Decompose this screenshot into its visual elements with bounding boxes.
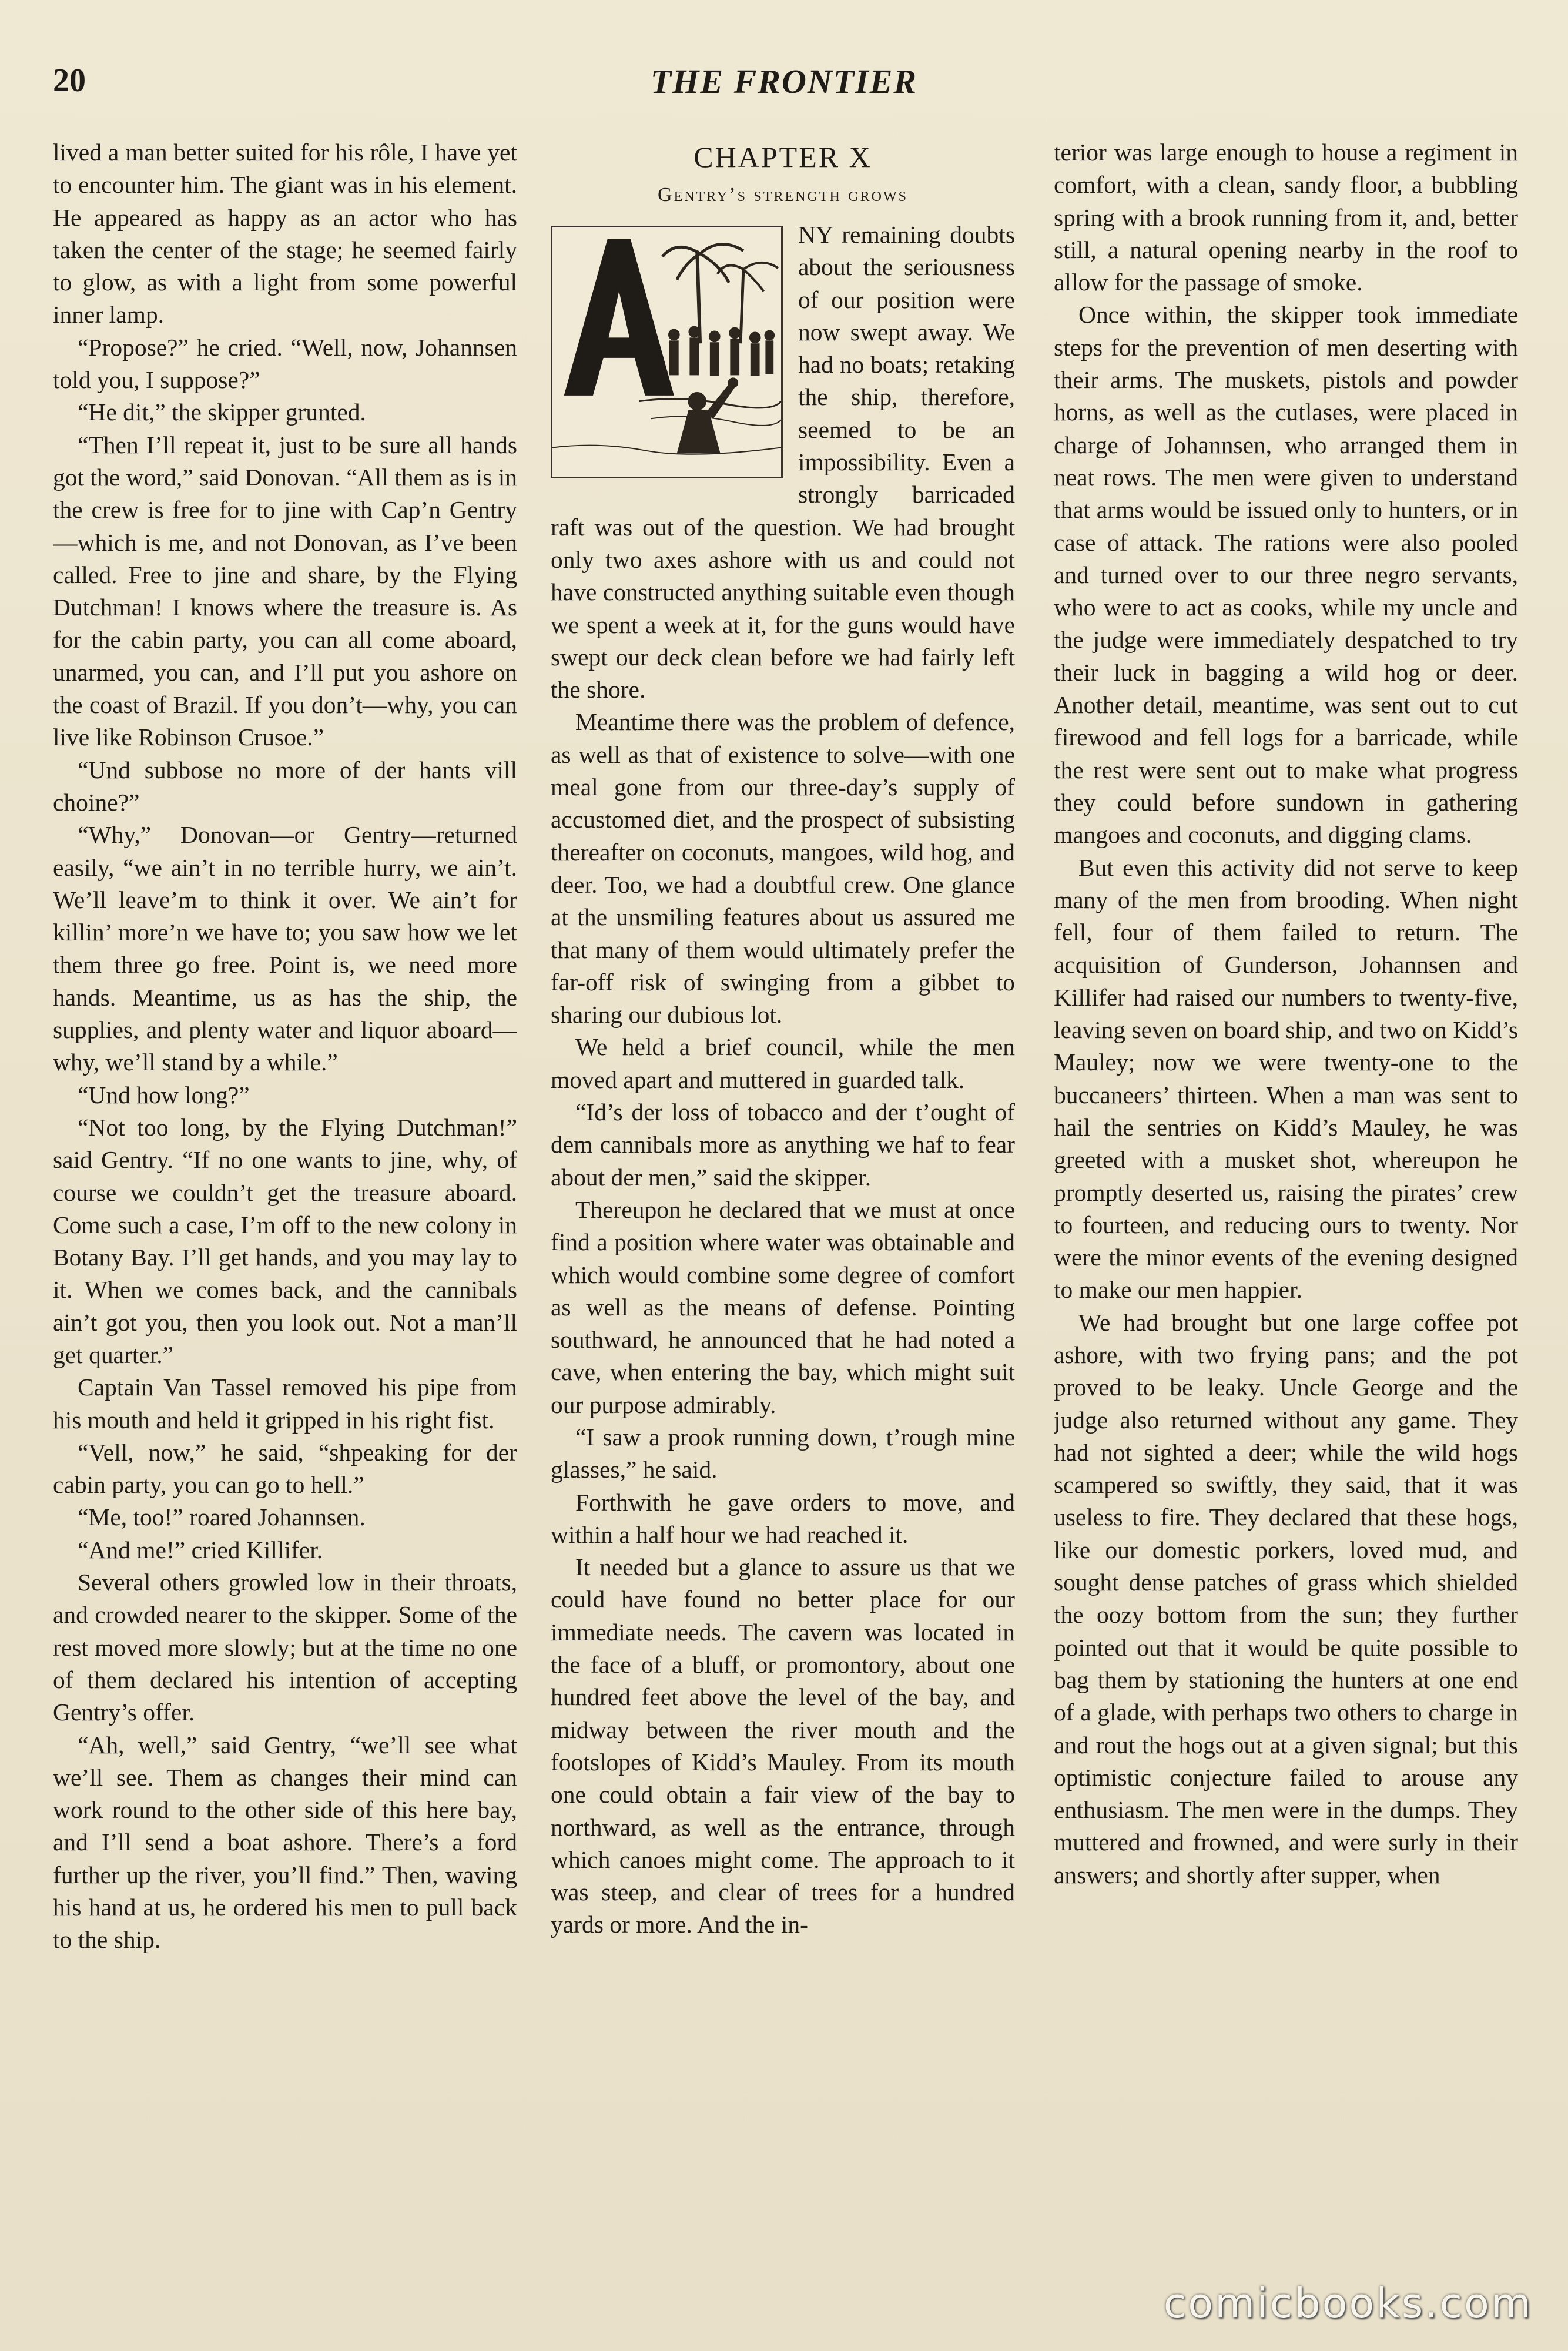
paragraph: Forthwith he gave orders to move, and within a half hour we had reached it. [551,1488,1015,1548]
paragraph: NY remaining doubts about the seriousness of our position were now swept away. We had no boats; retaking the ship, therefore, seemed to be an impossibility. Even a strongly barricaded raft was out of the question. We had brought only two axes ashore with us and could not have constructed anything suitable even though we spent a week at it, for the guns would have swept our deck clean before we had fairly left the shore. [551,221,1015,704]
illustrated-drop-cap [551,226,783,478]
paragraph: Captain Van Tassel removed his pipe from his mouth and held it gripped in his right fist. [53,1374,517,1434]
paragraph: “Und how long?” [78,1081,250,1108]
chapter-subtitle: Gentry’s strength grows [658,184,908,206]
watermark: comicbooks.com [1163,2279,1533,2327]
paragraph: terior was large enough to house a regiment in comfort, with a clean, sandy floor, a bubbling spring with a brook running from it, and, better still, a natural opening nearby in the roof to allow for the passage of smoke. [1054,139,1518,296]
paragraph: “Und subbose no more of der hants vill choine?” [53,756,517,816]
running-title: THE FRONTIER [650,62,918,101]
paragraph: “Me, too!” roared Johannsen. [78,1503,366,1531]
drop-cap-illustration-icon [552,227,781,477]
paragraph: But even this activity did not serve to keep many of the men from brooding. When night fell, four of them failed to return. The acquisition of Gunderson, Johannsen and Killifer had raised our numbers to twenty-five, leaving seven on board ship, and two on Kidd’s Mauley; now we were twenty-one to the buccaneers’ thirteen. When a man was sent to hail the sentries on Kidd’s Mauley, he was greeted with a musket shot, whereupon he promptly deserted us, raising the pirates’ crew to fourteen, and reducing ours to twenty. Nor were the minor events of the evening designed to make our men happier. [1054,853,1518,1304]
chapter-title: CHAPTER X [693,140,872,173]
paragraph: Thereupon he declared that we must at once find a position where water was obtainable and which would combine some degree of comfort as well as the means of defense. Pointing southward, he announced that he had noted a cave, when entering the bay, which might suit our purpose admirably. [551,1195,1015,1418]
text-column-1 [53,136,517,2276]
paragraph: “He dit,” the skipper grunted. [78,398,366,426]
paragraph: “Propose?” he cried. “Well, now, Johannsen told you, I suppose?” [53,333,517,394]
text-column-3 [1054,136,1518,2276]
page-header [53,62,1515,115]
paragraph: “I saw a prook running down, t’rough mine glasses,” he said. [551,1423,1015,1483]
paragraph: Once within, the skipper took immediate steps for the prevention of men deserting with their arms. The muskets, pistols and powder horns, as well as the cutlases, were placed in charge of Johannsen, who arranged them in neat rows. The men were given to understand that arms would be issued only to hunters, or in case of attack. The rations were also pooled and turned over to our three negro servants, who were to act as cooks, while my uncle and the judge were immediately despatched to try their luck in bagging a wild hog or deer. Another detail, meantime, was sent out to cut firewood and fell logs for a barricade, while the rest were sent out to make what progress they could before sundown in gathering mangoes and coconuts, and digging clams. [1054,301,1518,849]
paragraph: “Why,” Donovan—or Gentry—returned easily, “we ain’t in no terrible hurry, we ain’t. We’ll leave’m to think it over. We ain’t for killin’ more’n we have to; you saw how we let them three go free. Point is, we need more hands. Meantime, us as has the ship, the supplies, and plenty water and liquor aboard—why, we’ll stand by a while.” [53,821,517,1076]
paragraph: Meantime there was the problem of defence, as well as that of existence to solve—with one meal gone from our three-day’s supply of accustomed diet, and the prospect of subsisting thereafter on coconuts, mangoes, wild hog, and deer. Too, we had a doubtful crew. One glance at the unsmiling features about us assured me that many of them would ultimately prefer the far-off risk of swinging from a gibbet to sharing our dubious lot. [551,708,1015,1029]
paragraph: It needed but a glance to assure us that we could have found no better place for our immediate needs. The cavern was located in the face of a bluff, or promontory, about one hundred feet above the level of the bay, and midway between the river mouth and the footslopes of Kidd’s Mauley. From its mouth one could obtain a fair view of the bay to northward, as well as the entrance, through which canoes might come. The approach to it was steep, and clear of trees for a hundred yards or more. And the in- [551,1553,1015,1938]
paragraph: “Ah, well,” said Gentry, “we’ll see what we’ll see. Them as changes their mind can work round to the other side of this here bay, and I’ll send a boat ashore. There’s a ford further up the river, you’ll find.” Then, waving his hand at us, he ordered his men to pull back to the ship. [53,1731,517,1954]
paragraph: “Id’s der loss of tobacco and der t’ought of dem cannibals more as anything we haf to fear about der men,” said the skipper. [551,1099,1015,1191]
paragraph: We had brought but one large coffee pot ashore, with two frying pans; and the pot proved to be leaky. Uncle George and the judge also returned without any game. They had not sighted a deer; while the wild hogs scampered so swiftly, they said, that it was useless to fire. They declared that these hogs, like our domestic porkers, loved mud, and sought dense patches of grass which shielded the oozy bottom from the sun; they further pointed out that it would be quite possible to bag them by stationing the hunters at one end of a glade, with perhaps two others to charge in and rout the hogs out at a given signal; but this optimistic conjecture failed to arouse any enthusiasm. The men were in the dumps. They muttered and frowned, and were surly in their answers; and shortly after supper, when [1054,1308,1518,1888]
paragraph: “Then I’ll repeat it, just to be sure all hands got the word,” said Donovan. “All them as is in the crew is free for to jine with Cap’n Gentry—which is me, and not Donovan, as I’ve been called. Free to jine and share, by the Flying Dutchman! I knows where the treasure is. As for the cabin party, you can all come aboard, unarmed, you can, and I’ll put you ashore on the coast of Brazil. If you don’t—why, you can live like Robinson Crusoe.” [53,431,517,751]
paragraph: “Vell, now,” he said, “shpeaking for der cabin party, you can go to hell.” [53,1438,517,1499]
paragraph: “Not too long, by the Flying Dutchman!” said Gentry. “If no one wants to jine, why, of course we couldn’t get the treasure aboard. Come such a case, I’m off to the new colony in Botany Bay. I’ll get hands, and you may lay to it. When we comes back, and the cannibals ain’t got you, then you look out. Not a man’ll get quarter.” [53,1113,517,1368]
page-number: 20 [53,62,86,99]
paragraph: “And me!” cried Killifer. [78,1536,323,1563]
paragraph: Several others growled low in their throats, and crowded nearer to the skipper. Some of the rest moved more slowly; but at the time no one of them declared his intention of accepting Gentry’s offer. [53,1569,517,1726]
paragraph: We held a brief council, while the men moved apart and muttered in guarded talk. [551,1033,1015,1093]
text-column-2 [551,136,1015,2276]
paragraph: lived a man better suited for his rôle, I have yet to encounter him. The giant was in his element. He appeared as happy as an actor who has taken the center of the stage; he seemed fairly to glow, as with a light from some powerful inner lamp. [53,139,517,329]
